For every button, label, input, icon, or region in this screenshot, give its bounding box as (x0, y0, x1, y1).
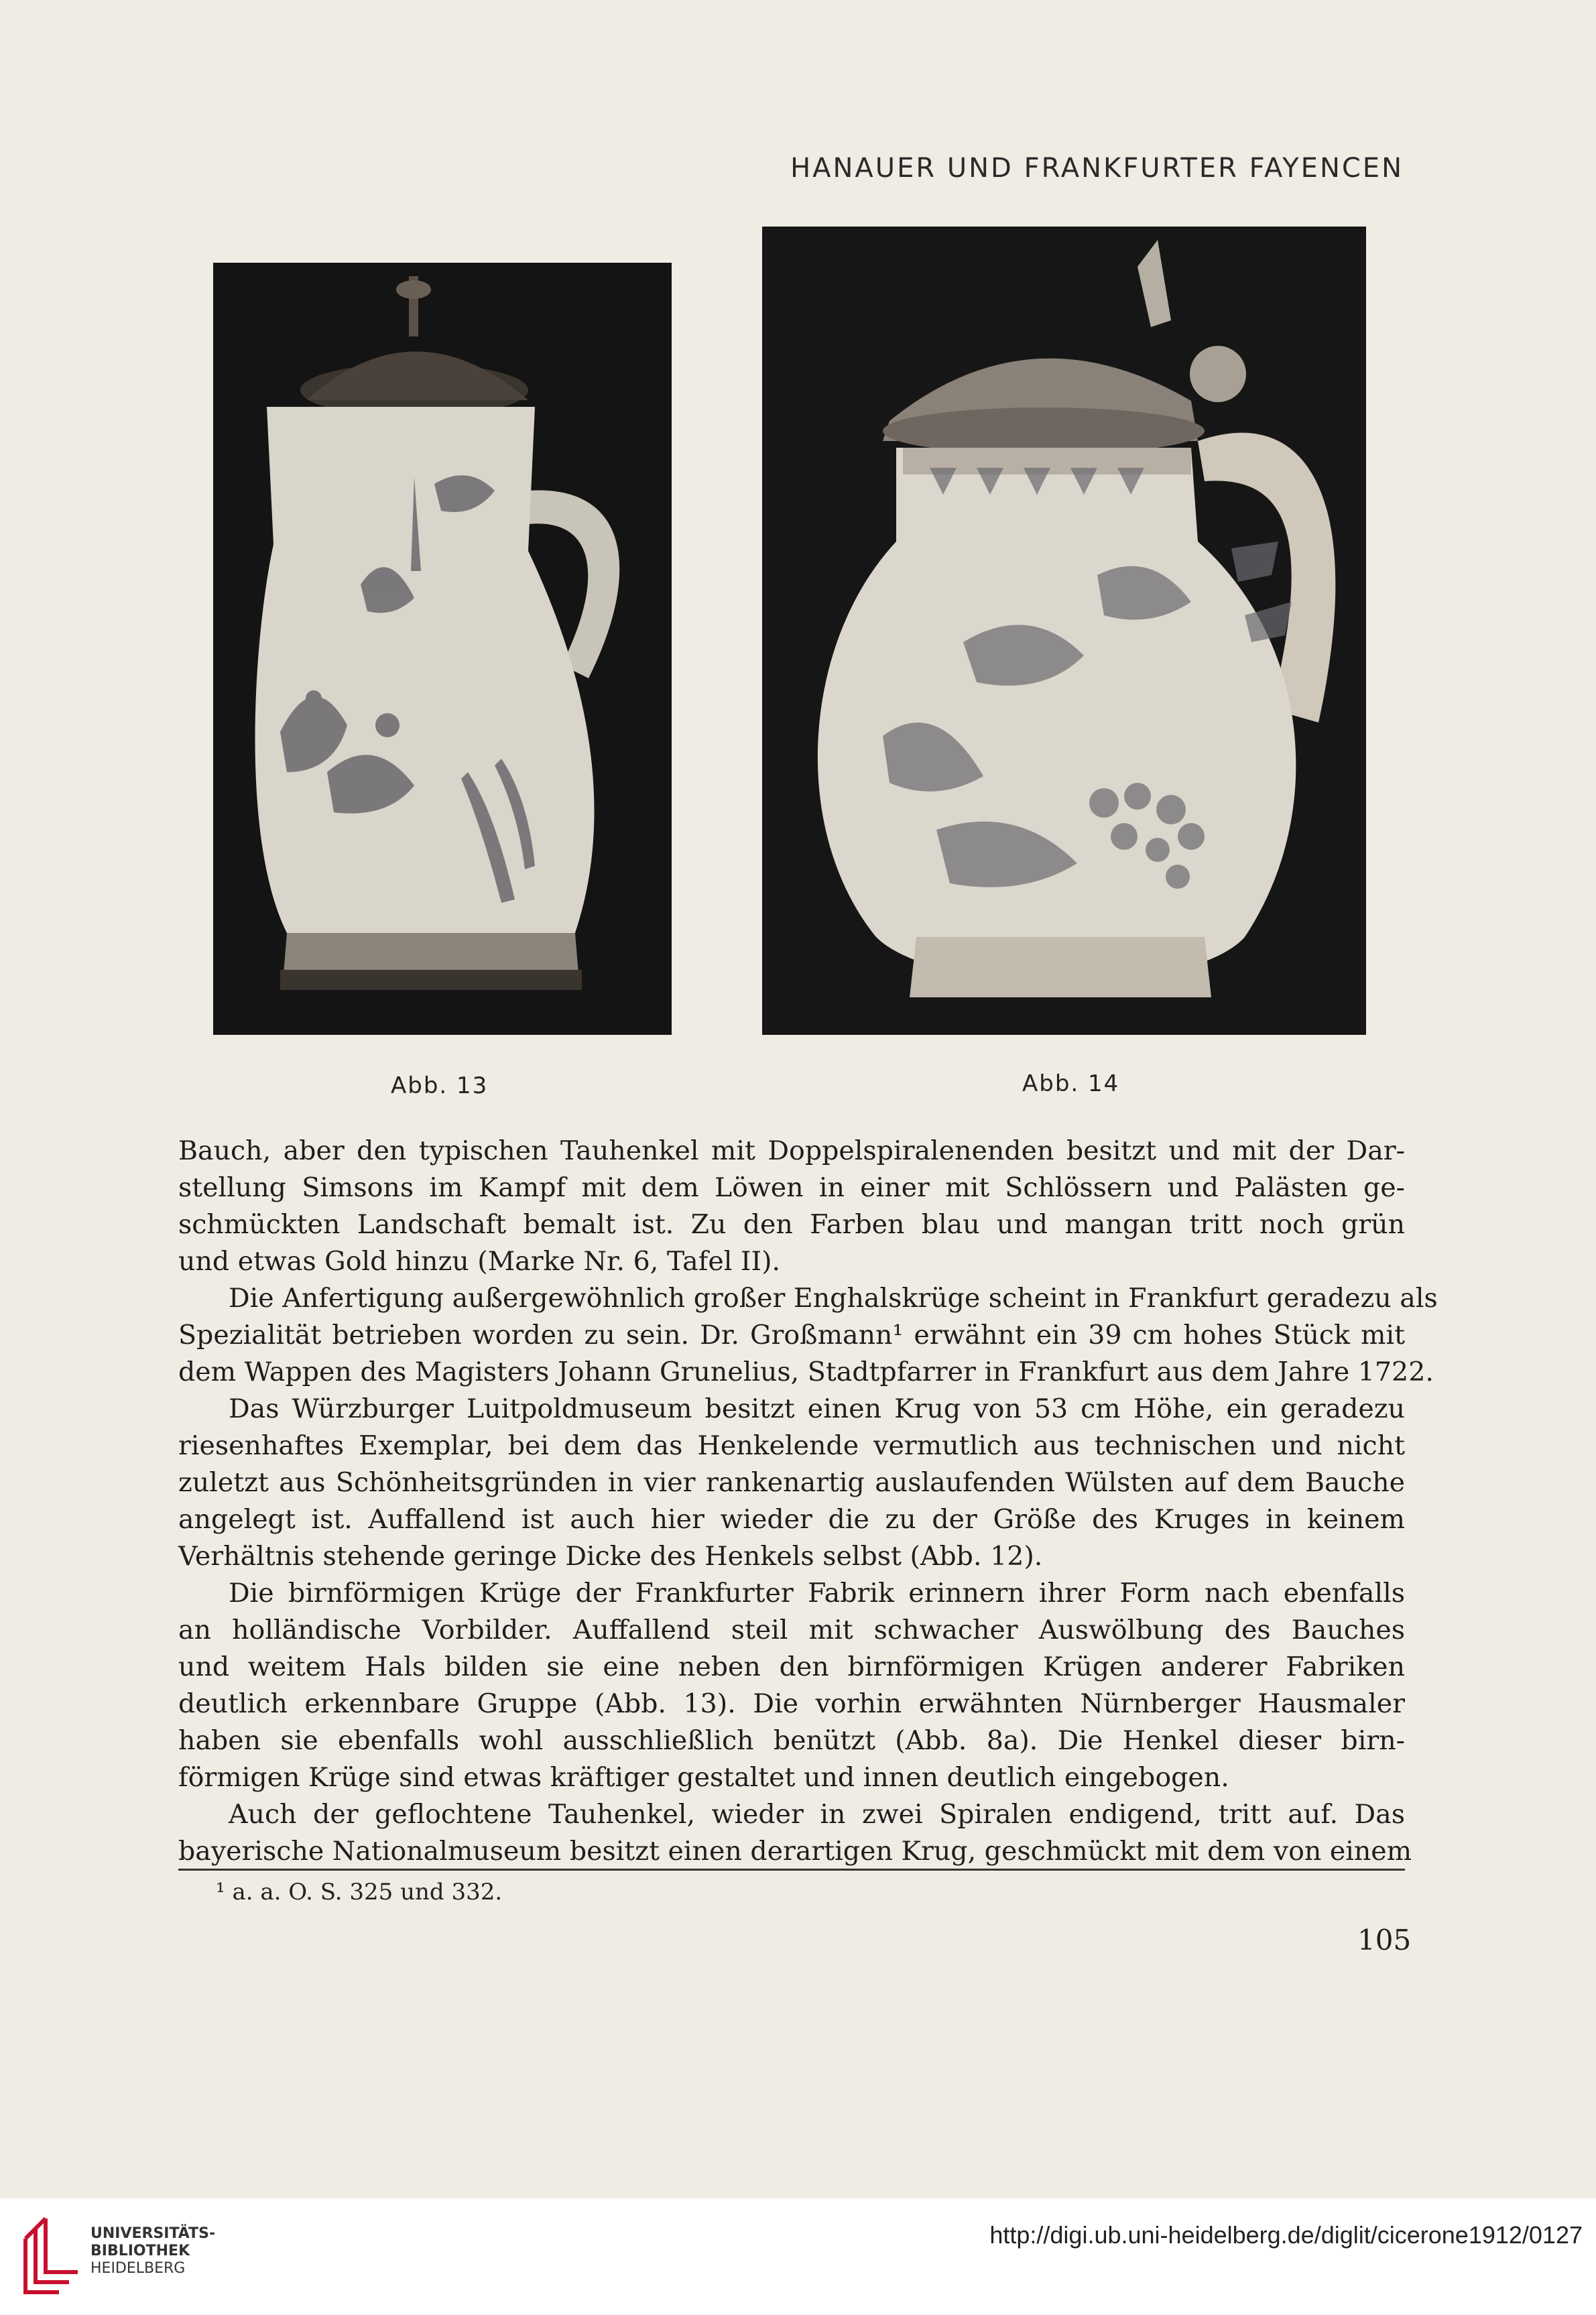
footnote-divider (178, 1869, 1405, 1871)
running-head: HANAUER UND FRANKFURTER FAYENCEN (790, 153, 1404, 184)
text-line: haben sie ebenfalls wohl ausschließlich benützt (Abb. 8a). Die Henkel dieser birn- (178, 1725, 1405, 1756)
page-number: 105 (1357, 1924, 1412, 1956)
figure-14-image (762, 227, 1366, 1035)
text-line: Die birnförmigen Krüge der Frankfurter Fabrik erinnern ihrer Form nach ebenfalls (229, 1578, 1405, 1609)
library-name (90, 2225, 215, 2277)
text-line: förmigen Krüge sind etwas kräftiger gestaltet und innen deutlich eingebogen. (178, 1762, 1229, 1793)
text-line: schmückten Landschaft bemalt ist. Zu den Farben blau und mangan tritt noch grün (178, 1209, 1405, 1240)
figure-14-caption: Abb. 14 (1022, 1070, 1120, 1097)
text-line: an holländische Vorbilder. Auffallend steil mit schwacher Auswölbung des Bauches (178, 1615, 1405, 1645)
text-line: und etwas Gold hinzu (Marke Nr. 6, Tafel II). (178, 1246, 781, 1277)
text-line: Spezialität betrieben worden zu sein. Dr. Großmann¹ erwähnt ein 39 cm hohes Stück mit (178, 1320, 1405, 1351)
text-line: angelegt ist. Auffallend ist auch hier wieder die zu der Größe des Kruges in keinem (178, 1504, 1405, 1535)
text-line: Das Würzburger Luitpoldmuseum besitzt einen Krug von 53 cm Höhe, ein geradezu (229, 1393, 1405, 1424)
paragraph-2 (178, 1280, 1438, 1391)
library-name-line: UNIVERSITÄTS- (90, 2225, 216, 2242)
library-logo-icon (19, 2212, 80, 2299)
library-name-line: BIBLIOTHEK (90, 2243, 190, 2259)
text-line: dem Wappen des Magisters Johann Grunelius, Stadtpfarrer in Frankfurt aus dem Jahre 1722. (178, 1357, 1434, 1387)
figure-13-image (213, 263, 672, 1035)
text-line: Die Anfertigung außergewöhnlich großer Enghalskrüge scheint in Frankfurt geradezu als (229, 1283, 1438, 1314)
paragraph-3 (178, 1391, 1405, 1575)
text-line: deutlich erkennbare Gruppe (Abb. 13). Die vorhin erwähnten Nürnberger Hausmaler (178, 1688, 1405, 1719)
footnote: ¹ a. a. O. S. 325 und 332. (216, 1879, 503, 1905)
paragraph-5 (178, 1796, 1412, 1870)
source-url-link[interactable]: http://digi.ub.uni-heidelberg.de/diglit/cicerone1912/0127 (989, 2221, 1583, 2249)
body-text (178, 1133, 1438, 1870)
text-line: Auch der geflochtene Tauhenkel, wieder in zwei Spiralen endigend, tritt auf. Das (229, 1799, 1405, 1830)
text-line: Verhältnis stehende geringe Dicke des Henkels selbst (Abb. 12). (178, 1541, 1043, 1572)
text-line: zuletzt aus Schönheitsgründen in vier rankenartig auslaufenden Wülsten auf dem Bauche (178, 1467, 1405, 1498)
footer-bar (0, 2198, 1596, 2315)
text-line: Bauch, aber den typischen Tauhenkel mit Doppelspiralenenden besitzt und mit der Dar- (178, 1135, 1405, 1166)
text-line: und weitem Hals bilden sie eine neben den birnförmigen Krügen anderer Fabriken (178, 1651, 1405, 1682)
text-line: stellung Simsons im Kampf mit dem Löwen in einer mit Schlössern und Palästen ge- (178, 1172, 1405, 1203)
text-line: bayerische Nationalmuseum besitzt einen derartigen Krug, geschmückt mit dem von einem (178, 1836, 1412, 1867)
library-name-line: HEIDELBERG (90, 2260, 186, 2277)
paragraph-1 (178, 1133, 1405, 1280)
figure-13-caption: Abb. 13 (391, 1072, 489, 1099)
paragraph-4 (178, 1575, 1405, 1796)
text-line: riesenhaftes Exemplar, bei dem das Henkelende vermutlich aus technischen und nicht (178, 1430, 1405, 1461)
